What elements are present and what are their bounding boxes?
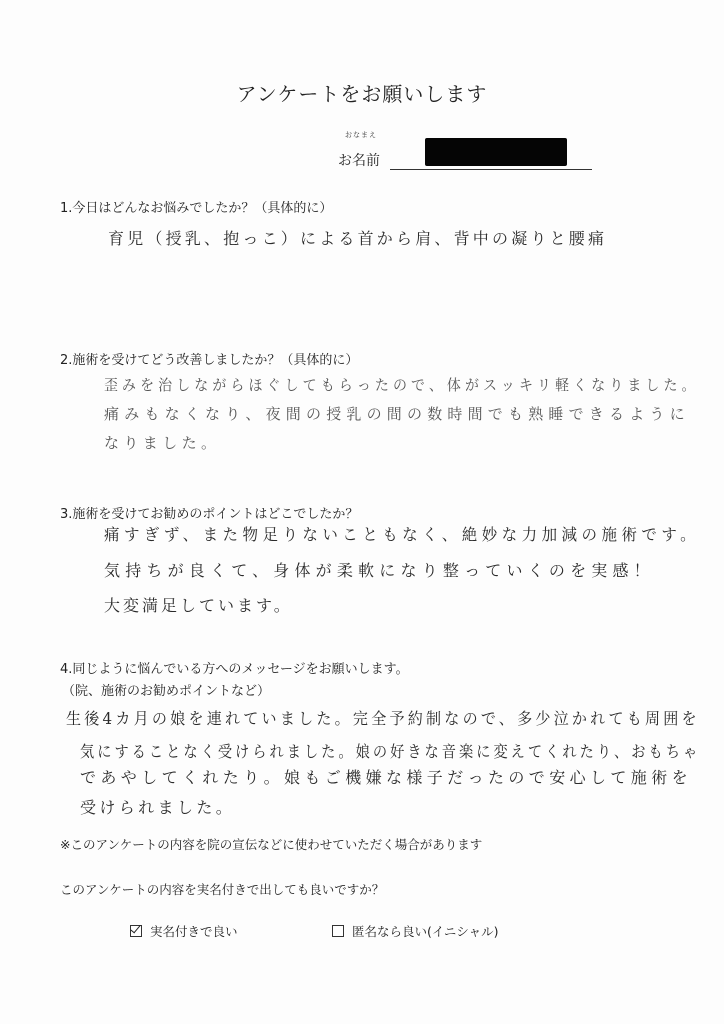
consent-option-anonymous-label: 匿名なら良い(イニシャル) (352, 924, 499, 939)
question-3-label: 3.施術を受けてお勧めのポイントはどこでしたか？ (60, 507, 359, 522)
checkbox-unchecked[interactable] (332, 925, 344, 937)
answer-4-line-4: 受けられました。 (80, 798, 236, 817)
answer-2-line-2: 痛みもなくなり、夜間の授乳の間の数時間でも熟睡できるように (104, 405, 690, 423)
checkbox-checked[interactable] (130, 925, 142, 937)
question-1-label: 1.今日はどんなお悩みでしたか？（具体的に） (60, 201, 333, 216)
question-4-sublabel: （院、施術のお勧めポイントなど） (62, 684, 271, 699)
answer-3-line-1: 痛すぎず、また物足りないこともなく、絶妙な力加減の施術です。 (104, 525, 701, 544)
name-redaction-bar (425, 138, 567, 166)
name-furigana: おなまえ (345, 131, 377, 139)
consent-question: このアンケートの内容を実名付きで出しても良いですか？ (60, 882, 385, 897)
answer-1-line-1: 育児（授乳、抱っこ）による首から肩、背中の凝りと腰痛 (108, 229, 608, 248)
name-label: お名前 (338, 153, 380, 169)
survey-title: アンケートをお願いします (236, 82, 488, 106)
name-underline (390, 169, 592, 170)
usage-note: ※このアンケートの内容を院の宣伝などに使わせていただく場合があります (60, 837, 483, 852)
answer-2-line-3: なりました。 (104, 434, 221, 452)
answer-3-line-2: 気持ちが良くて、身体が柔軟になり整っていくのを実感！ (104, 561, 655, 580)
question-2-label: 2.施術を受けてどう改善しましたか？（具体的に） (60, 353, 359, 368)
answer-3-line-3: 大変満足しています。 (104, 596, 293, 615)
consent-option-anonymous[interactable] (332, 922, 499, 940)
consent-option-real-name[interactable] (130, 922, 238, 940)
answer-4-line-2: 気にすることなく受けられました。娘の好きな音楽に変えてくれたり、おもちゃ (80, 742, 701, 761)
consent-option-real-name-label: 実名付きで良い (150, 924, 238, 939)
answer-2-line-1: 歪みを治しながらほぐしてもらったので、体がスッキリ軽くなりました。 (104, 376, 700, 394)
question-4-label: 4.同じように悩んでいる方へのメッセージをお願いします。 (60, 662, 409, 677)
answer-4-line-3: であやしてくれたり。娘もご機嫌な様子だったので安心して施術を (80, 768, 693, 787)
answer-4-line-1: 生後4カ月の娘を連れていました。完全予約制なので、多少泣かれても周囲を (66, 709, 700, 728)
